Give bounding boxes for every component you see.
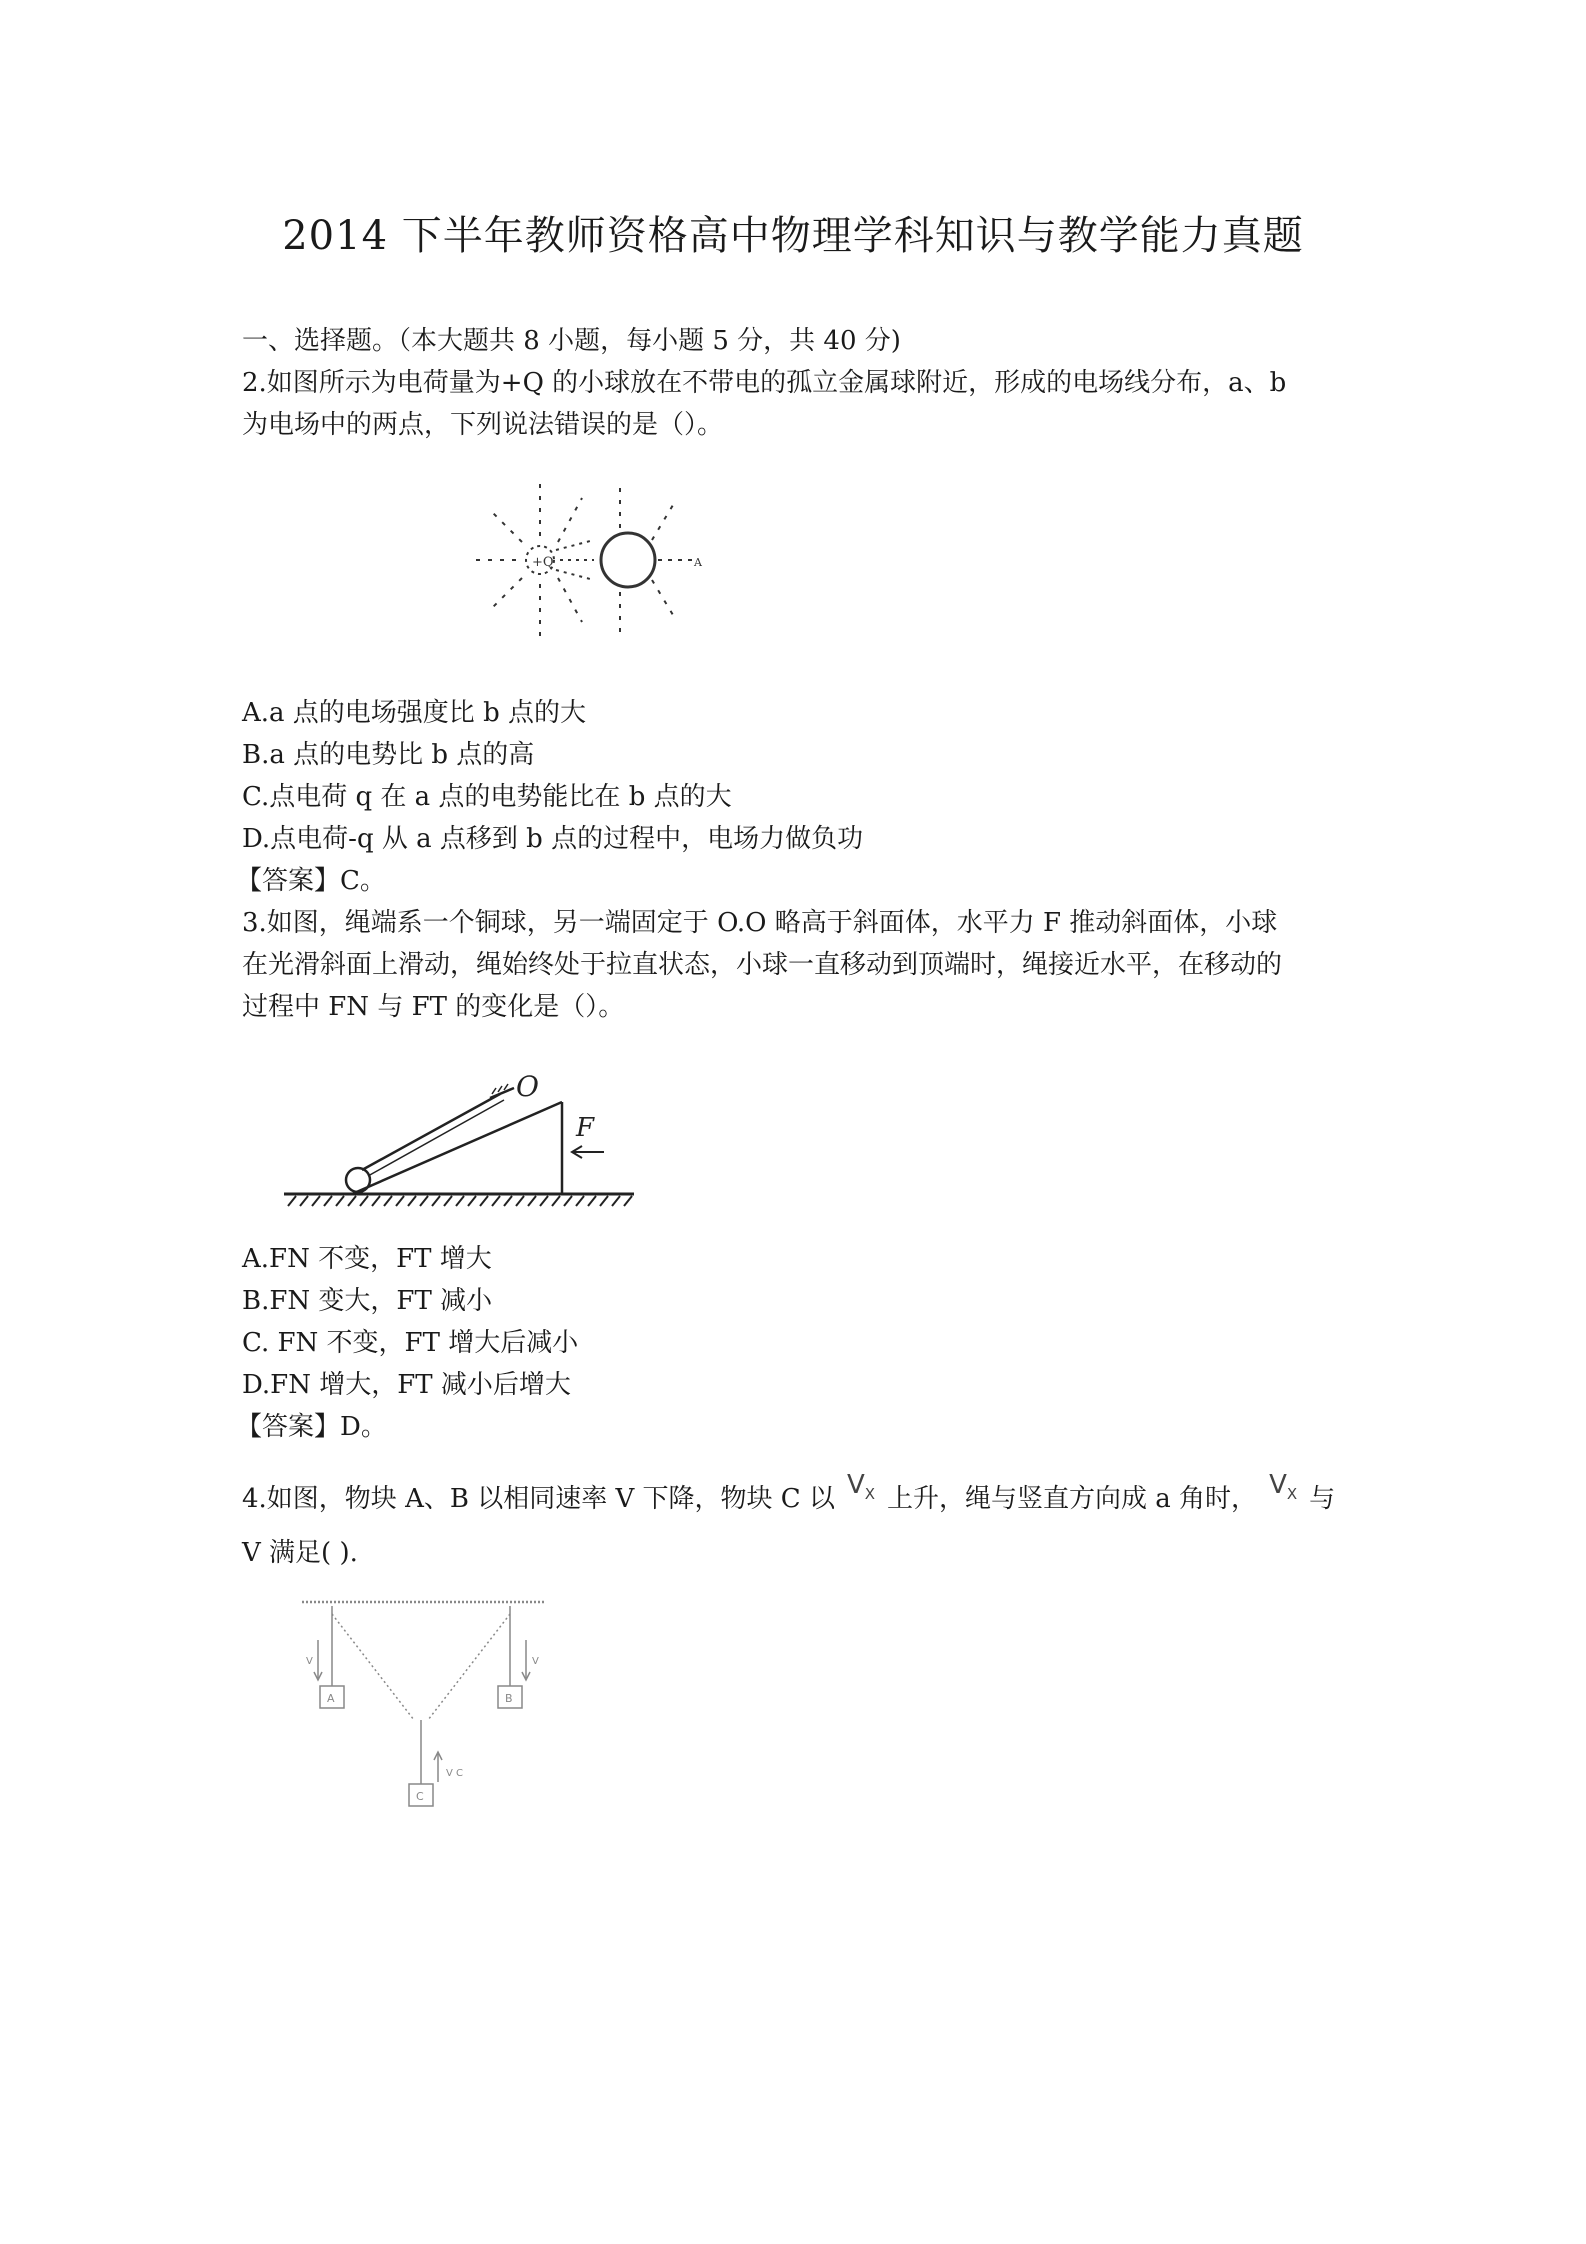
page-title: 2014 下半年教师资格高中物理学科知识与教学能力真题 [282,213,1304,259]
q3-stem-line1: 3.如图，绳端系一个铜球，另一端固定于 O.O 略高于斜面体，水平力 F 推动斜面体，小球 [242,908,1278,938]
q4-block-a-label: A [327,1692,335,1705]
q4-vx-symbol-2: $V_X$ [1269,1470,1298,1504]
q2-option-c: C.点电荷 q 在 a 点的电势能比在 b 点的大 [242,782,732,812]
q3-label-f: F [576,1113,595,1143]
q3-stem-line3: 过程中 FN 与 FT 的变化是（）。 [242,992,625,1022]
q4-stem-part1: 4.如图，物块 A、B 以相同速率 V 下降，物块 C 以 [242,1484,835,1514]
q4-stem-line1 [242,1470,1336,1527]
section-heading: 一、选择题。（本大题共 8 小题，每小题 5 分，共 40 分) [242,326,901,356]
q3-option-c: C. FN 不变，FT 增大后减小 [242,1328,579,1358]
q2-option-b: B.a 点的电势比 b 点的高 [242,740,535,770]
q3-option-a: A.FN 不变，FT 增大 [242,1244,492,1274]
q4-vx-symbol-1: $V_X$ [846,1470,876,1504]
q3-label-o: O [516,1070,539,1103]
q4-pulley-figure [296,1594,556,1824]
q4-block-b-label: B [505,1692,513,1705]
q2-point-label: A [694,556,702,569]
q4-stem-part2: 上升，绳与竖直方向成 a 角时， [887,1484,1258,1514]
q3-option-d: D.FN 增大，FT 减小后增大 [242,1370,571,1400]
q2-option-d: D.点电荷-q 从 a 点移到 b 点的过程中，电场力做负功 [242,824,864,854]
q4-stem-line2: V 满足( ). [242,1538,358,1568]
q3-stem-line2: 在光滑斜面上滑动，绳始终处于拉直状态，小球一直移动到顶端时，绳接近水平，在移动的 [242,950,1283,980]
q2-stem-line1: 2.如图所示为电荷量为+Q 的小球放在不带电的孤立金属球附近，形成的电场线分布，a、b [242,368,1287,398]
q4-v-label-right: V [532,1656,539,1667]
q4-stem-part3: 与 [1309,1484,1336,1514]
q2-charge-label: +Q [532,555,554,570]
q4-vc-label: V C [446,1768,464,1779]
q4-v-label-left: V [306,1656,313,1667]
q2-stem-line2: 为电场中的两点，下列说法错误的是（）。 [242,410,724,440]
q3-answer: 【答案】D。 [236,1412,387,1442]
q2-option-a: A.a 点的电场强度比 b 点的大 [242,698,586,728]
q2-answer: 【答案】C。 [236,866,386,896]
q2-electric-field-figure [470,470,720,650]
q3-option-b: B.FN 变大，FT 减小 [242,1286,493,1316]
q4-block-c-label: C [416,1790,424,1803]
q3-incline-figure [282,1066,642,1226]
